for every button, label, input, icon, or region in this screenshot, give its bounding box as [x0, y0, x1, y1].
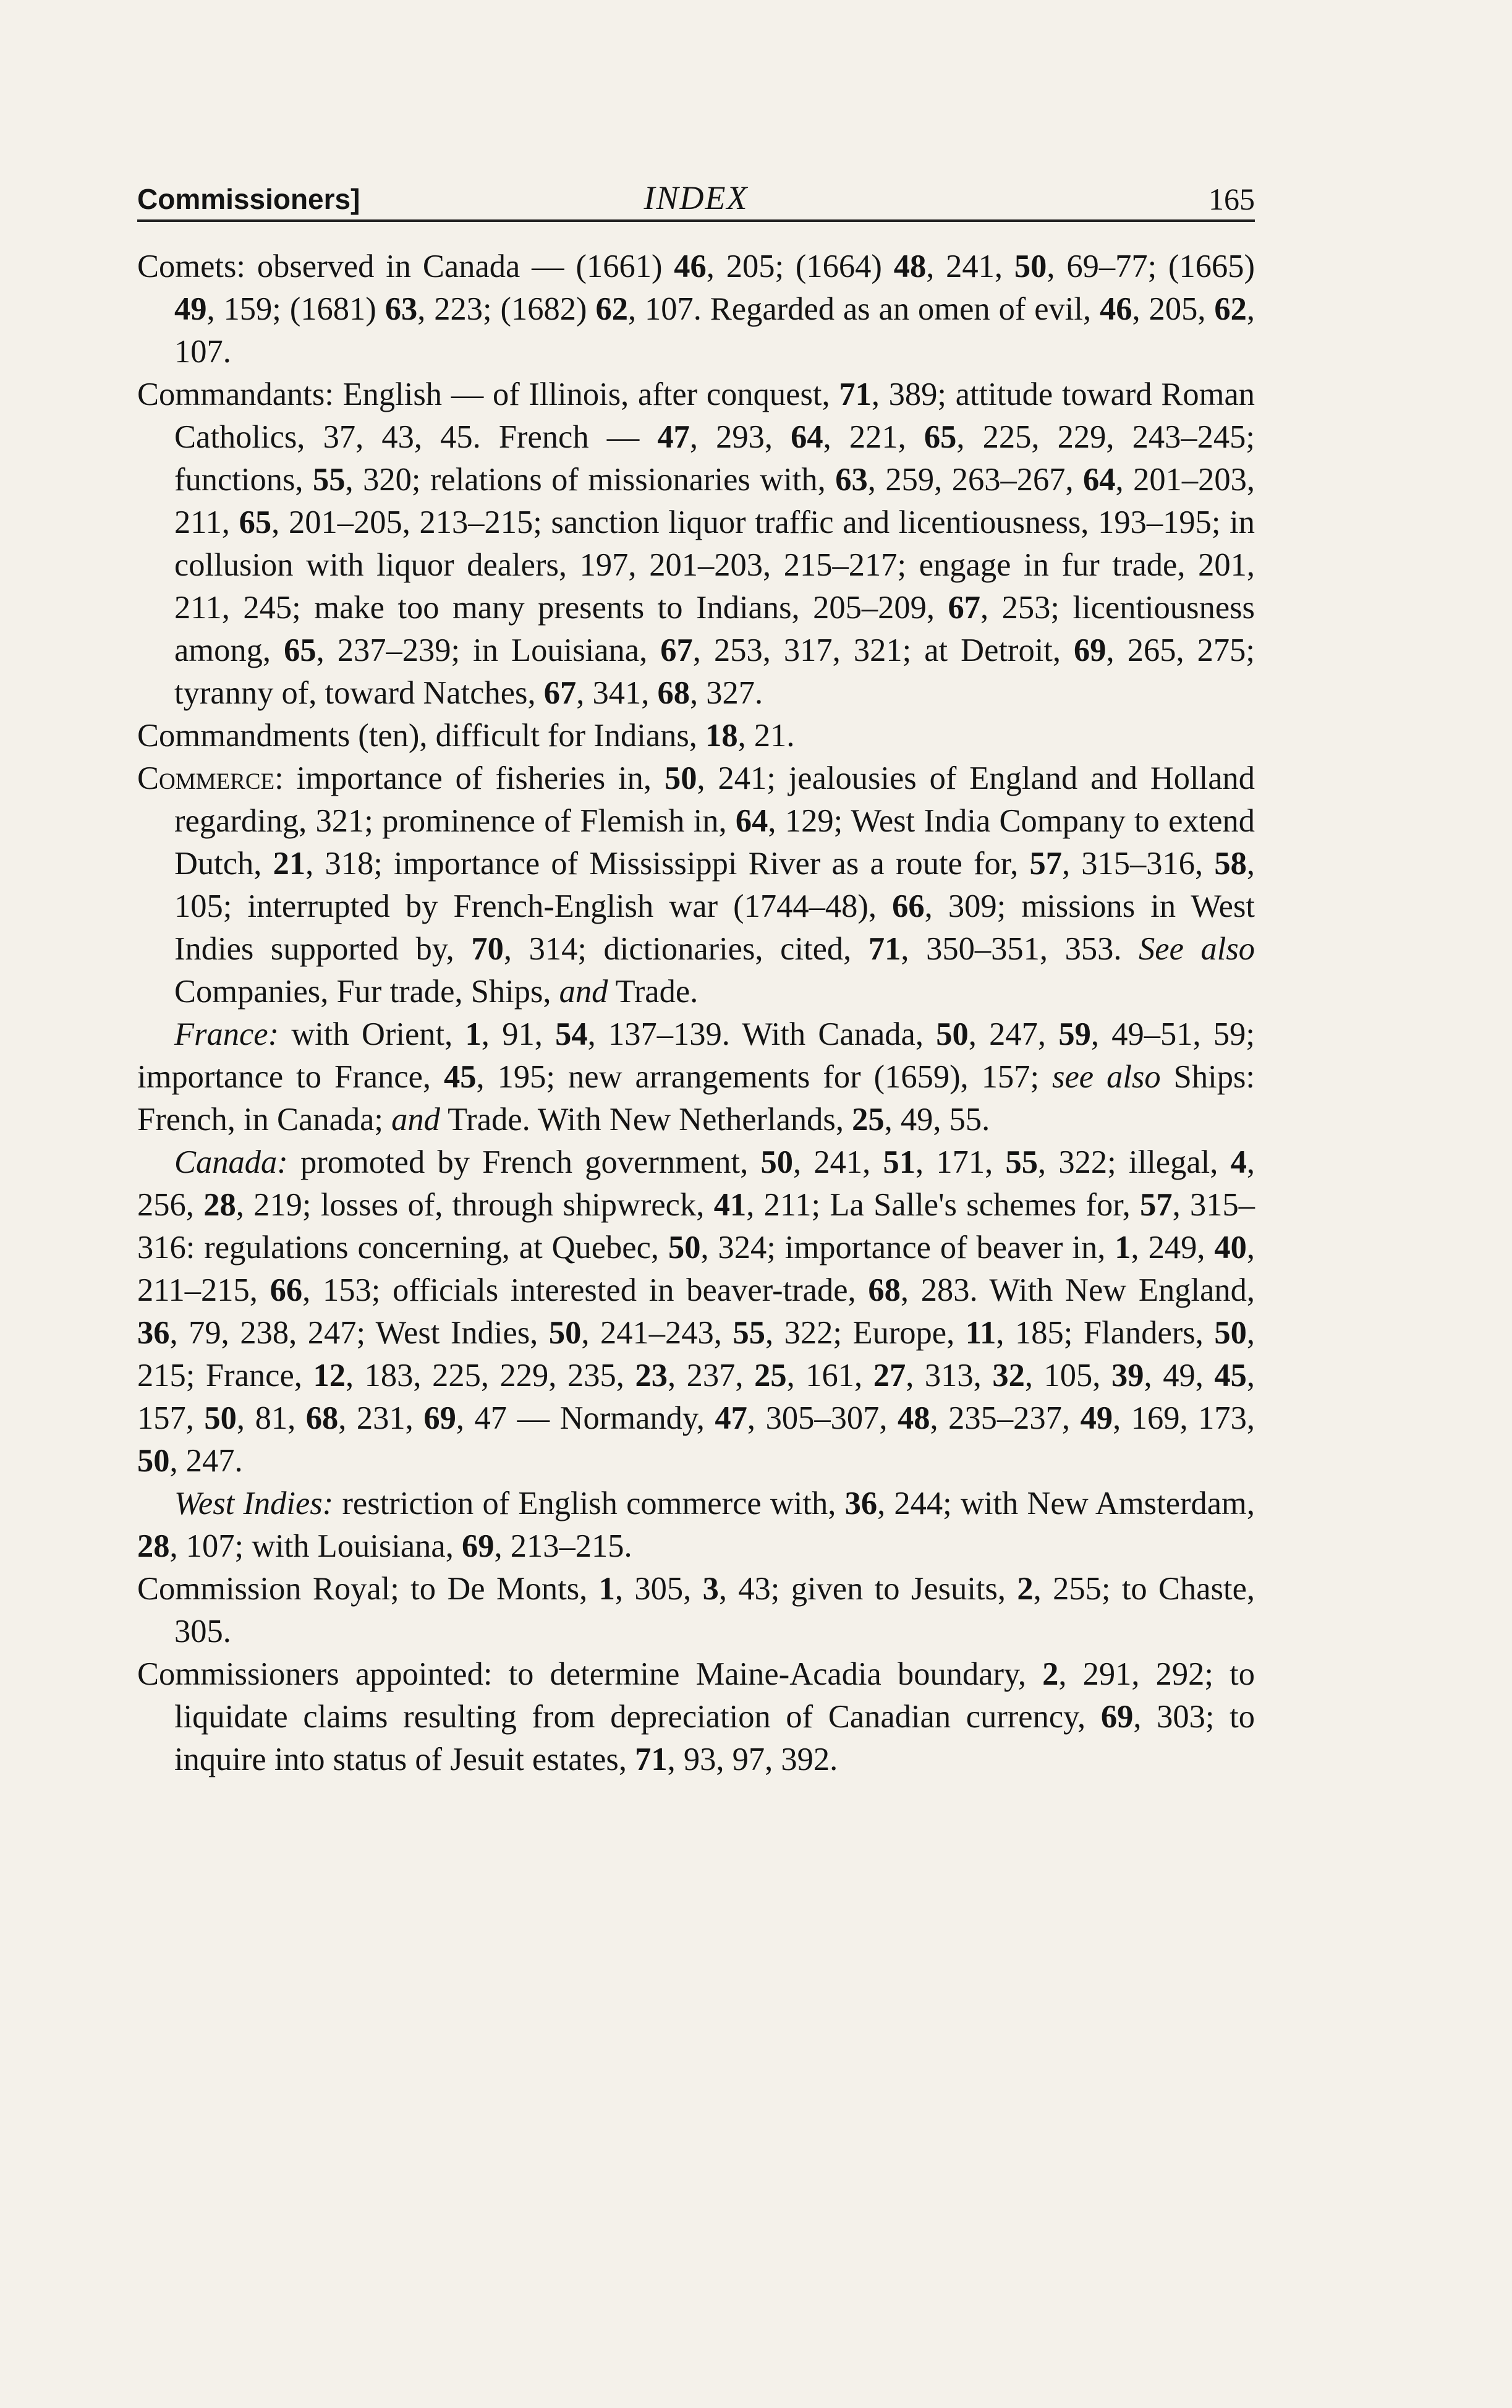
entry-text: Commissioners appointed: to determine Maine-Acadia boundary, [137, 1656, 1043, 1692]
entry-text: , 241, [926, 249, 1014, 284]
volume-number: 12 [313, 1358, 346, 1393]
volume-number: 3 [702, 1571, 719, 1607]
entry-text: , 205, [1132, 291, 1215, 327]
volume-number: 47 [657, 419, 690, 455]
index-entry [137, 715, 1255, 757]
running-header [137, 176, 1255, 222]
index-page [137, 176, 1255, 1781]
volume-number: 64 [735, 803, 768, 839]
entry-text: , 244; with New Amsterdam, [877, 1486, 1255, 1521]
volume-number: 67 [660, 632, 693, 668]
entry-text: , 47 — Normandy, [456, 1400, 715, 1436]
volume-number: 50 [668, 1230, 701, 1266]
index-entries [137, 245, 1255, 1781]
index-entry [137, 1653, 1255, 1781]
volume-number: 65 [284, 632, 316, 668]
entry-text: , 247, [968, 1016, 1059, 1052]
entry-text: , 161, [786, 1358, 873, 1393]
entry-text: , 219; losses of, through shipwreck, [236, 1187, 714, 1223]
entry-text: , 389; attitude toward Roman Catholics, 37, 43, 45. French — [174, 377, 1255, 455]
entry-text: , 293, [689, 419, 791, 455]
volume-number: 69 [1074, 632, 1106, 668]
volume-number: 40 [1214, 1230, 1247, 1266]
entry-text: restriction of English commerce with, [333, 1486, 845, 1521]
volume-number: 50 [1014, 249, 1047, 284]
volume-number: 45 [1214, 1358, 1247, 1393]
volume-number: 46 [674, 249, 707, 284]
volume-number: 21 [273, 846, 306, 882]
entry-text: , 237, [667, 1358, 755, 1393]
volume-number: 32 [992, 1358, 1025, 1393]
index-subentry [137, 1013, 1255, 1141]
volume-number: 59 [1058, 1016, 1091, 1052]
volume-number: 71 [635, 1742, 668, 1777]
entry-text: Comets: observed in Canada — (1661) [137, 249, 674, 284]
entry-text: , 322; illegal, [1038, 1144, 1231, 1180]
entry-text: , 153; officials interested in beaver-trade, [302, 1272, 869, 1308]
entry-text: , 105; interrupted by French-English war (1744–48), [174, 846, 1255, 924]
entry-text: Commandments (ten), difficult for Indians, [137, 718, 706, 754]
volume-number: 68 [657, 675, 690, 711]
entry-text: , 291, 292; to liquidate claims resulting from depreciation of Canadian currency, [174, 1656, 1255, 1735]
entry-text: , 241; jealousies of England and Holland regarding, 321; prominence of Flemish in, [174, 760, 1255, 839]
entry-text: , 309; missions in West Indies supported by, [174, 888, 1255, 967]
volume-number: 68 [305, 1400, 339, 1436]
entry-text: Companies, Fur trade, Ships, [174, 974, 559, 1010]
header-title: INDEX [643, 179, 749, 216]
volume-number: 57 [1140, 1187, 1173, 1223]
entry-text: , 253; licentiousness among, [174, 590, 1255, 668]
italic-text: West Indies: [174, 1486, 334, 1521]
entry-text: , 171, [915, 1144, 1006, 1180]
volume-number: 41 [713, 1187, 747, 1223]
volume-number: 71 [839, 377, 872, 412]
entry-text: , 105, [1024, 1358, 1111, 1393]
entry-text: , 205; (1664) [706, 249, 894, 284]
entry-text: , 350–351, 353. [901, 931, 1139, 967]
volume-number: 51 [883, 1144, 915, 1180]
entry-text: , 93, 97, 392. [667, 1742, 838, 1777]
entry-text: , 201–205, 213–215; sanction liquor traffic and licentiousness, 193–195; in collusion with liquor dealers, 197, 201–203, 215–217; engage in fur trade, 201, 211, 245; make too many presents to Indians, 205–209, [174, 504, 1255, 626]
entry-text: Trade. With New Netherlands, [440, 1102, 852, 1138]
entry-text: , 327. [689, 675, 763, 711]
entry-text: , 315–316: regulations concerning, at Quebec, [137, 1187, 1255, 1266]
volume-number: 47 [715, 1400, 747, 1436]
volume-number: 69 [461, 1528, 495, 1564]
header-section-label: Commissioners] [137, 183, 360, 215]
entry-text: , 81, [236, 1400, 306, 1436]
entry-text: , 235–237, [930, 1400, 1081, 1436]
index-entry [137, 757, 1255, 1013]
entry-text: , 322; Europe, [765, 1315, 966, 1351]
volume-number: 70 [471, 931, 504, 967]
volume-number: 50 [760, 1144, 793, 1180]
volume-number: 65 [924, 419, 957, 455]
entry-text: , 324; importance of beaver in, [700, 1230, 1115, 1266]
volume-number: 57 [1029, 846, 1062, 882]
entry-text: , 195; new arrangements for (1659), 157; [476, 1059, 1053, 1095]
index-subentry [137, 1483, 1255, 1568]
volume-number: 1 [598, 1571, 615, 1607]
volume-number: 63 [835, 462, 868, 498]
volume-number: 64 [1083, 462, 1116, 498]
volume-number: 36 [844, 1486, 878, 1521]
volume-number: 23 [635, 1358, 668, 1393]
entry-text: , 21. [737, 718, 795, 754]
volume-number: 39 [1111, 1358, 1144, 1393]
volume-number: 58 [1214, 846, 1247, 882]
entry-text: , 211; La Salle's schemes for, [746, 1187, 1140, 1223]
volume-number: 65 [239, 504, 272, 540]
entry-text: , 49–51, 59; importance to France, [137, 1016, 1255, 1095]
italic-text: See also [1139, 931, 1255, 967]
volume-number: 55 [733, 1315, 765, 1351]
volume-number: 62 [595, 291, 628, 327]
entry-text: , 43; given to Jesuits, [718, 1571, 1017, 1607]
entry-text: Commission Royal; to De Monts, [137, 1571, 599, 1607]
entry-text: , 314; dictionaries, cited, [503, 931, 869, 967]
volume-number: 66 [270, 1272, 303, 1308]
entry-text: , 315–316, [1061, 846, 1215, 882]
entry-text: , 69–77; (1665) [1047, 249, 1255, 284]
volume-number: 50 [548, 1315, 582, 1351]
volume-number: 2 [1042, 1656, 1059, 1692]
volume-number: 50 [664, 760, 697, 796]
entry-text: , 303; to inquire into status of Jesuit estates, [174, 1699, 1255, 1777]
volume-number: 1 [465, 1016, 482, 1052]
volume-number: 28 [203, 1187, 236, 1223]
italic-text: see also [1052, 1059, 1161, 1095]
entry-text: , 129; West India Company to extend Dutch, [174, 803, 1255, 882]
volume-number: 50 [137, 1443, 170, 1479]
italic-text: and [391, 1102, 440, 1138]
entry-text: , 225, 229, 243–245; functions, [174, 419, 1255, 498]
entry-text: , 157, [137, 1358, 1255, 1436]
entry-text: , 313, [906, 1358, 993, 1393]
entry-text: , 107; with Louisiana, [169, 1528, 462, 1564]
entry-text: , 305–307, [747, 1400, 898, 1436]
volume-number: 50 [936, 1016, 969, 1052]
volume-number: 71 [868, 931, 901, 967]
entry-text: , 183, 225, 229, 235, [345, 1358, 635, 1393]
volume-number: 55 [313, 462, 346, 498]
volume-number: 66 [892, 888, 925, 924]
entry-text: promoted by French government, [287, 1144, 761, 1180]
volume-number: 69 [423, 1400, 456, 1436]
small-caps-heading: Commerce [137, 760, 275, 796]
index-entry [137, 1568, 1255, 1653]
entry-text: , 305, [614, 1571, 703, 1607]
volume-number: 62 [1214, 291, 1247, 327]
entry-text: , 253, 317, 321; at Detroit, [692, 632, 1074, 668]
entry-text: , 49, 55. [884, 1102, 990, 1138]
entry-text: , 231, [338, 1400, 424, 1436]
italic-text: France: [174, 1016, 279, 1052]
entry-text: , 201–203, 211, [174, 462, 1255, 540]
page-number: 165 [1208, 182, 1255, 216]
entry-text: , 159; (1681) [206, 291, 385, 327]
entry-text: , 256, [137, 1144, 1255, 1223]
entry-text: , 91, [481, 1016, 556, 1052]
entry-text: , 318; importance of Mississippi River as a route for, [305, 846, 1030, 882]
entry-text: , 341, [576, 675, 658, 711]
entry-text: , 241–243, [581, 1315, 733, 1351]
volume-number: 54 [555, 1016, 588, 1052]
volume-number: 25 [754, 1358, 787, 1393]
entry-text: , 169, 173, [1113, 1400, 1255, 1436]
volume-number: 67 [948, 590, 980, 626]
volume-number: 48 [898, 1400, 930, 1436]
entry-text: , 107. [174, 291, 1255, 370]
entry-text: : importance of fisheries in, [274, 760, 665, 796]
italic-text: Canada: [174, 1144, 288, 1180]
entry-text: , 223; (1682) [417, 291, 596, 327]
entry-text: with Orient, [279, 1016, 465, 1052]
volume-number: 25 [852, 1102, 885, 1138]
volume-number: 55 [1005, 1144, 1038, 1180]
volume-number: 50 [1214, 1315, 1247, 1351]
volume-number: 63 [384, 291, 418, 327]
entry-text: , 247. [169, 1443, 243, 1479]
volume-number: 11 [965, 1315, 996, 1351]
entry-text: , 241, [792, 1144, 883, 1180]
volume-number: 64 [791, 419, 823, 455]
volume-number: 27 [873, 1358, 906, 1393]
entry-text: , 221, [823, 419, 924, 455]
italic-text: and [559, 974, 608, 1010]
volume-number: 45 [444, 1059, 477, 1095]
volume-number: 50 [204, 1400, 237, 1436]
entry-text: , 237–239; in Louisiana, [316, 632, 661, 668]
entry-text: , 215; France, [137, 1315, 1255, 1393]
volume-number: 67 [543, 675, 577, 711]
entry-text: , 283. With New England, [900, 1272, 1255, 1308]
volume-number: 4 [1230, 1144, 1247, 1180]
volume-number: 49 [1080, 1400, 1113, 1436]
entry-text: , 79, 238, 247; West Indies, [169, 1315, 549, 1351]
entry-text: Commandants: English — of Illinois, after conquest, [137, 377, 839, 412]
entry-text: , 213–215. [494, 1528, 632, 1564]
entry-text: , 320; relations of missionaries with, [345, 462, 836, 498]
entry-text: , 211–215, [137, 1230, 1255, 1308]
entry-text: , 255; to Chaste, 305. [174, 1571, 1255, 1649]
volume-number: 28 [137, 1528, 170, 1564]
index-entry [137, 373, 1255, 715]
volume-number: 48 [893, 249, 927, 284]
volume-number: 1 [1115, 1230, 1131, 1266]
volume-number: 46 [1100, 291, 1132, 327]
entry-text: , 107. Regarded as an omen of evil, [627, 291, 1100, 327]
volume-number: 49 [174, 291, 207, 327]
entry-text: , 259, 263–267, [867, 462, 1084, 498]
entry-text: , 249, [1131, 1230, 1215, 1266]
volume-number: 69 [1100, 1699, 1134, 1735]
volume-number: 36 [137, 1315, 170, 1351]
entry-text: , 49, [1144, 1358, 1215, 1393]
entry-text: Trade. [608, 974, 699, 1010]
entry-text: Ships: French, in Canada; [137, 1059, 1255, 1138]
volume-number: 18 [705, 718, 738, 754]
index-entry [137, 245, 1255, 373]
entry-text: , 185; Flanders, [996, 1315, 1215, 1351]
index-subentry [137, 1141, 1255, 1483]
entry-text: , 265, 275; tyranny of, toward Natches, [174, 632, 1255, 711]
volume-number: 68 [868, 1272, 901, 1308]
volume-number: 2 [1017, 1571, 1034, 1607]
entry-text: , 137–139. With Canada, [587, 1016, 937, 1052]
